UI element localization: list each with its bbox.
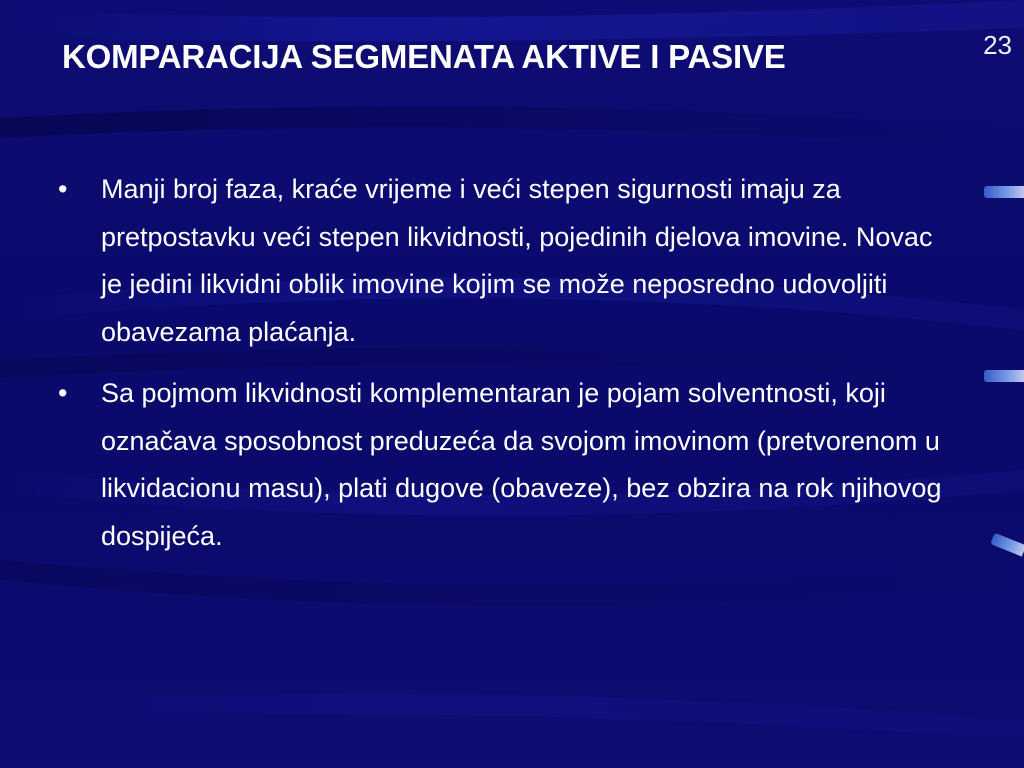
bullet-text: Sa pojmom likvidnosti komplementaran je pojam solventnosti, koji označava sposobnost preduzeća da svojom imovinom (pretvorenom u likvidacionu masu), plati dugove (obaveze), bez obzira na rok njihovog dospijeća. bbox=[101, 378, 942, 551]
edge-accent-bar bbox=[984, 370, 1024, 382]
edge-accent-bar bbox=[984, 186, 1024, 198]
slide-title: KOMPARACIJA SEGMENATA AKTIVE I PASIVE bbox=[62, 38, 786, 75]
bullet-text: Manji broj faza, kraće vrijeme i veći stepen sigurnosti imaju za pretpostavku veći stepen likvidnosti, pojedinih djelova imovine. Novac je jedini likvidni oblik imovine kojim se može neposredno udovoljiti obavezama plaćanja. bbox=[101, 174, 933, 347]
bullet-marker: • bbox=[58, 174, 68, 204]
bullet-item bbox=[54, 166, 944, 356]
bullet-item bbox=[54, 370, 944, 560]
bullet-marker: • bbox=[58, 378, 68, 408]
bullet-list bbox=[54, 166, 944, 574]
slide-number: 23 bbox=[983, 30, 1012, 60]
